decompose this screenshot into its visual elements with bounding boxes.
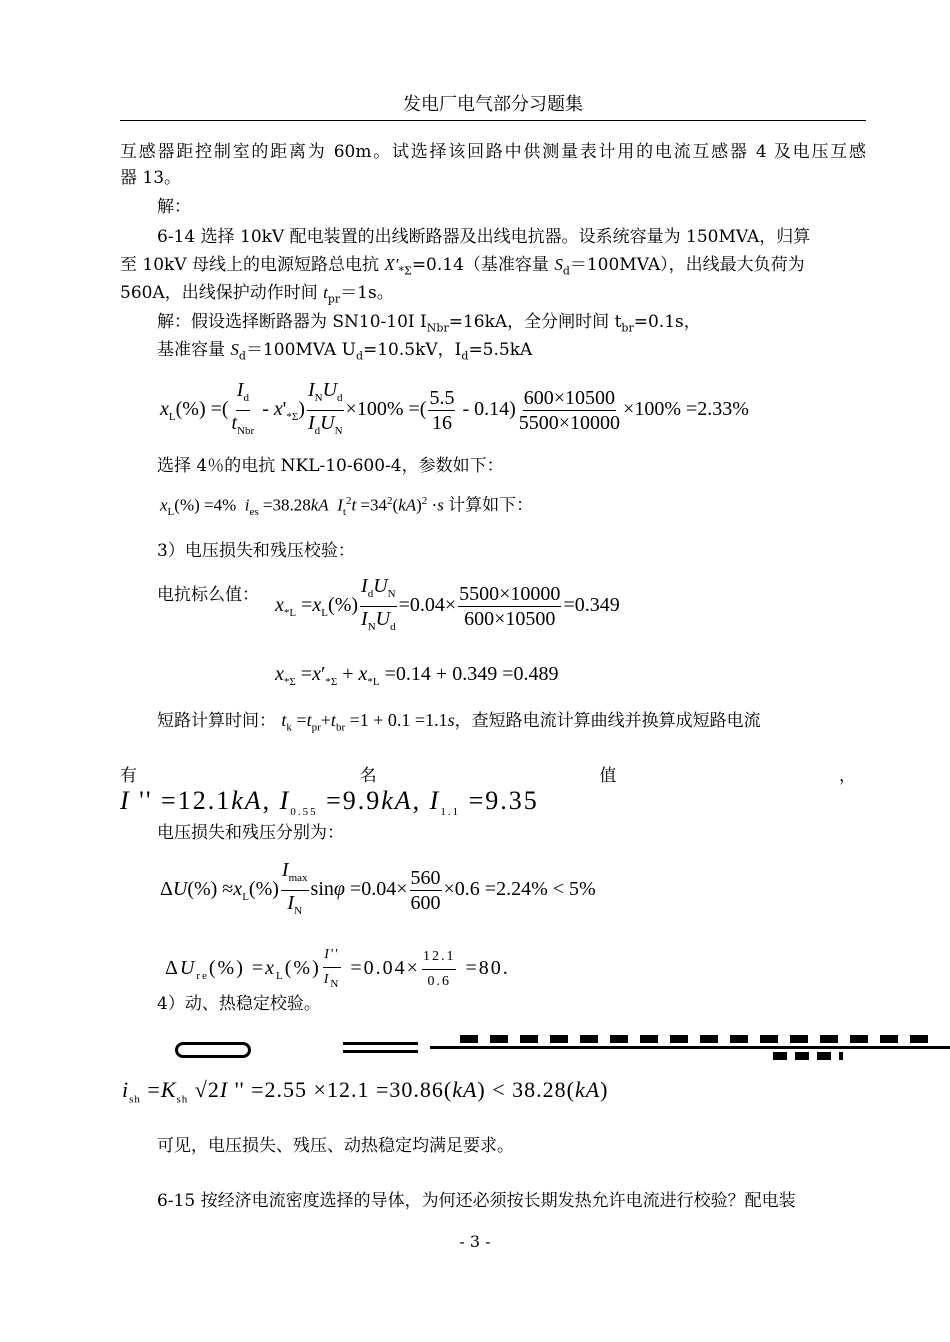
problem-6-15-line: 6-15 按经济电流密度选择的导体，为何还必须按长期发热允许电流进行校验？配电装: [157, 1191, 796, 1211]
garbled-numerator: [460, 1035, 940, 1043]
equation-x-star-l: $x_{*L} =x_L(\%)$ $\frac{I_dU_N}{I_NU_d}$ =0.04× $\frac{5500\times 10000}{600\times 10500}$ =0.349: [275, 575, 620, 633]
short-circuit-time-line: 短路计算时间： $t_k =t_{pr}+t_{br} =1 + 0.1 =1.1s$，查短路电流计算曲线并换算成短路电流: [157, 710, 761, 734]
named-value-line: 有 名 值 ，: [120, 766, 856, 786]
reactance-per-unit-label: 电抗标么值：: [157, 585, 259, 605]
equals-line-top: [343, 1042, 418, 1045]
problem-6-14-line2: 至 10kV 母线上的电源短路总电抗 $X'_{*\Sigma}=0.14$（基准容量 $S_d=100MVA$），出线最大负荷为: [120, 255, 805, 278]
solution-line2: 基准容量 $S_d=100MVA$ $U_d=10.5kV$，$I_d=5.5kA$: [157, 340, 533, 363]
equation-short-circuit-currents: I '' =12.1kA, $I_{0.55} =9.9kA$, $I_{1.1} =9.35$: [120, 786, 539, 819]
solution-label: 解：: [157, 197, 191, 217]
page-number: - 3 -: [459, 1232, 491, 1251]
paragraph-line: 器 13。: [120, 168, 182, 188]
equation-voltage-loss: $\Delta U(\%) \approx x_L(\%)$ $\frac{I_{max}}{I_N}$ sinφ =0.04× $\frac{560}{600}$ ×0.6 =2.24% < 5%: [160, 859, 596, 917]
garbled-glyph: [175, 1042, 251, 1058]
page-header-title: 发电厂电气部分习题集: [120, 90, 866, 121]
solution-line1: 解：假设选择断路器为 SN10-10I $I_{Nbr}=16kA$，全分闸时间 $t_{br}=0.1s$，: [157, 312, 701, 335]
fraction-bar: [430, 1046, 950, 1049]
equation-reactor-params: $x_L(\%) =4\%$ $i_{es} =38.28kA$ $I_t^2t =34^2(kA)^2 \cdot s$ 计算如下：: [160, 495, 534, 519]
voltage-loss-intro: 电压损失和残压分别为：: [157, 823, 344, 843]
garbled-denominator: [773, 1052, 843, 1060]
equation-x-sum: $x_{*\Sigma} =x'_{*\Sigma} + x_{*L} =0.14 + 0.349 =0.489$: [275, 663, 559, 688]
section-4-heading: 4）动、热稳定校验。: [157, 994, 321, 1014]
section-3-heading: 3）电压损失和残压校验：: [157, 541, 355, 561]
paragraph-line: 互感器距控制室的距离为 60m。试选择该回路中供测量表计用的电流互感器 4 及电压互感: [120, 142, 866, 162]
equation-xl-percent: $x_L(\%)$ =( $\frac{I_d}{t_{Nbr}}$ - $x'_{*\Sigma}$) $\frac{I_NU_d}{I_dU_N}$ ×100% =( $\frac{5.5}{16}$ - 0.14) $\frac{600\times 10500}{5500\times 10000}$ ×100% =2.33%: [160, 379, 749, 437]
equation-residual-voltage: $\Delta U_{re}(\%) =x_L(\%)$ $\frac{I''}{I_N}$ =0.04× $\frac{12.1}{0.6}$ =80.: [165, 943, 950, 996]
equation-impulse-current: $i_{sh} =K_{sh}$ √2I '' =2.55 ×12.1 =30.86(kA) < 38.28(kA): [122, 1077, 609, 1106]
equals-line-bottom: [343, 1050, 418, 1053]
reactor-choice-line: 选择 4％的电抗 NKL-10-600-4，参数如下：: [157, 456, 504, 476]
problem-6-14-line1: 6-14 选择 10kV 配电装置的出线断路器及出线电抗器。设系统容量为 150MVA，归算: [157, 227, 811, 247]
equation-thermal-partial: [175, 1030, 950, 1060]
problem-6-14-line3: 560A，出线保护动作时间 $t_{pr}=1s$。: [120, 283, 394, 306]
conclusion-line: 可见，电压损失、残压、动热稳定均满足要求。: [157, 1136, 514, 1156]
